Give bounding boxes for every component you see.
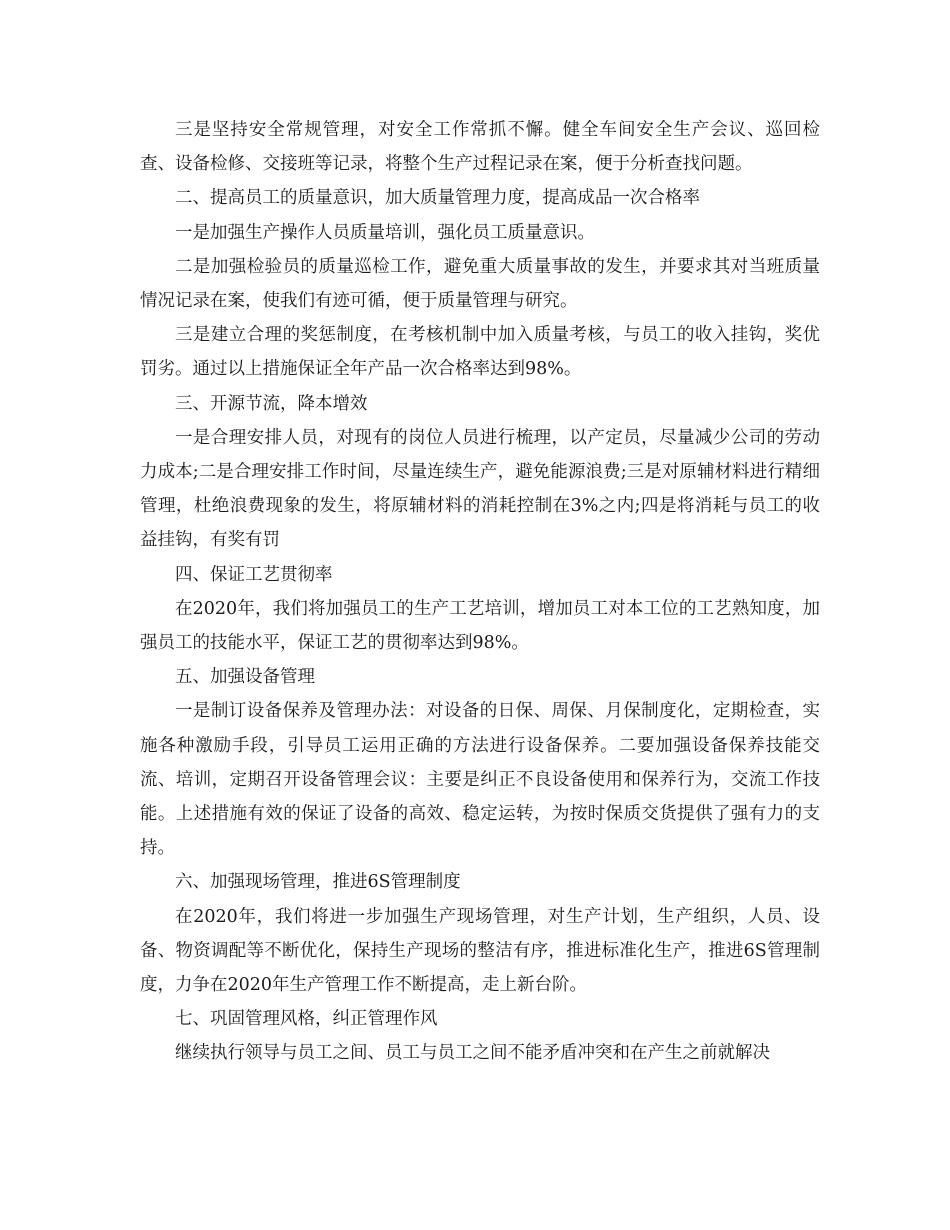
paragraph-process-training: 在2020年，我们将加强员工的生产工艺培训，增加员工对本工位的工艺熟知度，加强员工的技能水平，保证工艺的贯彻率达到98%。 bbox=[140, 598, 820, 654]
paragraph-safety-management: 三是坚持安全常规管理，对安全工作常抓不懈。健全车间安全生产会议、巡回检查、设备检修、交接班等记录，将整个生产过程记录在案，便于分析查找问题。 bbox=[140, 120, 820, 175]
document-body bbox=[140, 113, 820, 1071]
paragraph-quality-training: 一是加强生产操作人员质量培训，强化员工质量意识。 bbox=[175, 222, 595, 243]
paragraph-equipment-measures: 一是制订设备保养及管理办法：对设备的日保、周保、月保制度化，定期检查，实施各种激励手段，引导员工运用正确的方法进行设备保养。二要加强设备保养技能交流、培训，定期召开设备管理会议：主要是纠正不良设备使用和保养行为，交流工作技能。上述措施有效的保证了设备的高效、稳定运转，为按时保质交货提供了强有力的支持。 bbox=[140, 701, 820, 859]
heading-site-management: 六、加强现场管理，推进6S管理制度 bbox=[175, 872, 461, 893]
paragraph-reward-system: 三是建立合理的奖惩制度，在考核机制中加入质量考核，与员工的收入挂钩，奖优罚劣。通过以上措施保证全年产品一次合格率达到98%。 bbox=[140, 325, 820, 380]
heading-equipment-management: 五、加强设备管理 bbox=[175, 667, 315, 688]
heading-process-compliance: 四、保证工艺贯彻率 bbox=[175, 564, 333, 585]
heading-quality-awareness: 二、提高员工的质量意识，加大质量管理力度，提高成品一次合格率 bbox=[175, 188, 700, 209]
paragraph-management-style: 继续执行领导与员工之间、员工与员工之间不能矛盾冲突和在产生之前就解决 bbox=[175, 1043, 770, 1064]
paragraph-cost-measures: 一是合理安排人员，对现有的岗位人员进行梳理，以产定员，尽量减少公司的劳动力成本;二是合理安排工作时间，尽量连续生产，避免能源浪费;三是对原辅材料进行精细管理，杜绝浪费现象的发生，将原辅材料的消耗控制在3%之内;四是将消耗与员工的收益挂钩，有奖有罚 bbox=[140, 427, 820, 551]
heading-cost-reduction: 三、开源节流，降本增效 bbox=[175, 393, 368, 414]
paragraph-inspection: 二是加强检验员的质量巡检工作，避免重大质量事故的发生，并要求其对当班质量情况记录在案，使我们有迹可循，便于质量管理与研究。 bbox=[140, 256, 820, 312]
heading-management-style: 七、巩固管理风格，纠正管理作风 bbox=[175, 1009, 438, 1030]
paragraph-site-management: 在2020年，我们将进一步加强生产现场管理，对生产计划，生产组织，人员、设备、物资调配等不断优化，保持生产现场的整洁有序，推进标准化生产，推进6S管理制度，力争在2020年生产管理工作不断提高，走上新台阶。 bbox=[140, 906, 820, 996]
